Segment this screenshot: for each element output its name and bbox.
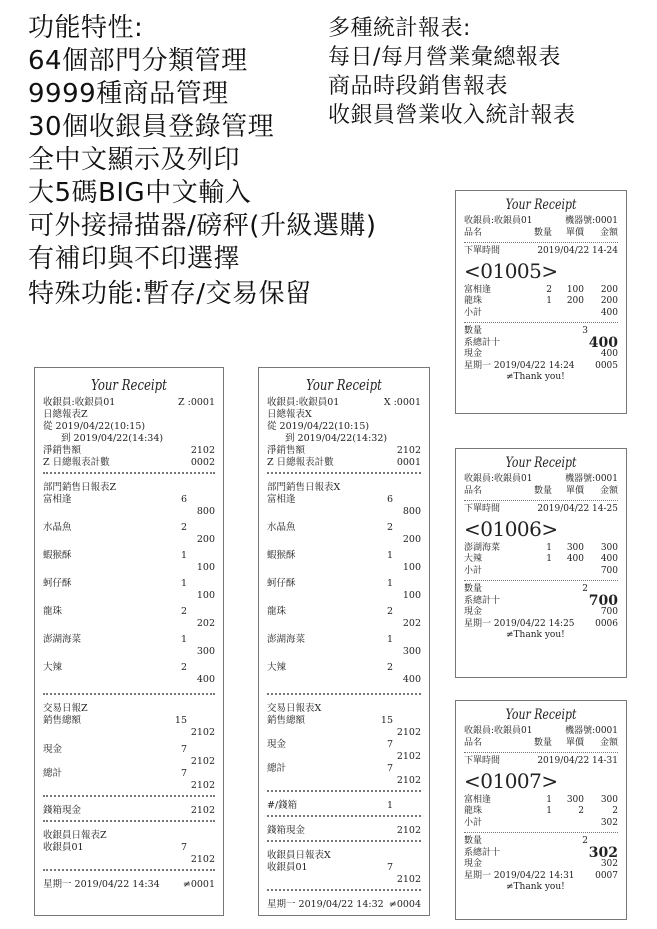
thank-you-text: ≠Thank you! [506,372,565,382]
features-heading: 功能特性: [28,13,144,43]
trade-report-title: 交易日報表X [267,703,322,714]
sale-receipt-3 [455,700,627,920]
cashier-label: 收銀員:收銀員01 [464,726,533,736]
dept-item-amount: 300 [402,646,421,657]
count-value: 2 [582,584,588,594]
order-time-label: 下單時間 [464,246,501,256]
cash-amount: 2102 [190,756,215,767]
receipt-title: Your Receipt [306,376,382,394]
cashier-qty: 7 [180,842,187,853]
dept-item-amount: 400 [196,674,215,685]
dept-item-name: 富相逢 [267,494,296,505]
dept-item-row [267,662,421,674]
grand-total-value: 700 [588,592,618,609]
dept-item-row [43,522,215,534]
cash-value: 700 [600,607,618,617]
drawer-cash-amount: 2102 [396,825,421,836]
divider [43,795,215,802]
report-from: 從 2019/04/22(10:15) [43,421,146,432]
line-item [464,296,618,308]
report-name: 日總報表X [267,409,312,420]
line-item-amount: 200 [600,296,618,306]
header-amount: 金額 [599,227,618,238]
dept-item-qty: 2 [386,522,393,533]
drawer-cash-amount: 2102 [190,805,215,816]
z-count-label: Z 日總報表計數 [43,457,110,468]
header-price: 單價 [565,485,584,496]
footer-number: ≠0001 [182,879,215,890]
header-amount: 金額 [599,737,618,748]
cashier-qty: 7 [386,862,393,873]
reports-heading: 多種統計報表: [328,16,471,41]
order-number: <01005> [464,258,558,283]
line-item-price: 100 [566,284,584,295]
cash-qty: 7 [180,744,187,755]
dept-item-row [43,550,215,562]
dept-item-qty: 1 [180,634,187,645]
cash-label: 現金 [43,744,63,755]
no-sale-label: #/錢箱 [267,800,298,811]
thank-you-text: ≠Thank you! [506,630,565,640]
dept-report-title: 部門銷售日報表Z [43,482,117,493]
dept-item-amount: 202 [196,618,215,629]
sales-label: 銷售總額 [267,715,306,726]
cashier-amount: 2102 [396,874,421,885]
sale-receipt-2 [455,448,627,678]
total-label: 總計 [267,763,287,774]
cashier-amount: 2102 [190,854,215,865]
cashier-report-title: 收銀員日報表X [267,850,331,861]
divider [464,832,618,833]
line-item [464,806,618,818]
no-sale-qty: 1 [386,800,393,811]
dept-item-name: 蚵仔酥 [267,578,296,589]
line-item-price: 400 [566,554,584,564]
dept-item-row [43,578,215,590]
thank-you-text: ≠Thank you! [506,882,565,892]
dept-item-qty: 2 [180,662,187,673]
grand-total-value: 302 [588,844,618,861]
cashier-label: 收銀員:收銀員01 [464,216,533,226]
dept-item-amount: 100 [196,562,215,573]
reports-list [328,14,576,130]
header-qty: 數量 [533,227,552,238]
divider [43,472,215,479]
report-item: 商品時段銷售報表 [328,74,509,99]
divider [267,790,421,797]
line-item-qty: 1 [546,794,552,805]
dept-item-row [267,578,421,590]
footer-date: 星期一 2019/04/22 14:24 [464,360,575,371]
count-value: 2 [582,836,588,846]
divider [464,580,618,581]
z-count-value: 0002 [190,457,215,468]
dept-item-qty: 1 [386,634,393,645]
dept-item-qty: 1 [386,550,393,561]
count-label: 數量 [464,584,483,594]
dept-item-row [43,606,215,618]
dept-item-qty: 6 [180,494,187,505]
header-price: 單價 [565,227,584,238]
dept-item-name: 大辣 [267,662,287,673]
dept-item-amount: 202 [402,618,421,629]
line-item-name: 大辣 [464,554,483,564]
column-headers [464,738,618,754]
dept-item-amount: 100 [402,590,421,601]
dept-item-name: 龍珠 [43,606,63,617]
dept-item-amount: 800 [196,506,215,517]
count-label: 數量 [464,326,483,336]
grand-total-label: 系總計十 [464,595,501,606]
dept-item-row [267,550,421,562]
receipt-title: Your Receipt [505,197,577,213]
dept-item-name: 富相逢 [43,494,72,505]
line-item-price: 300 [566,542,584,553]
dept-item-name: 大辣 [43,662,63,673]
footer-date: 星期一 2019/04/22 14:31 [464,870,575,881]
line-item-price: 300 [566,794,584,805]
cash-qty: 7 [386,739,393,750]
dept-item-qty: 2 [386,662,393,673]
grand-total-label: 系總計十 [464,847,501,858]
dept-item-name: 澎湖海菜 [267,634,306,645]
line-item-name: 澎湖海菜 [464,542,501,553]
line-item-qty: 1 [546,542,552,553]
dept-item-name: 澎湖海菜 [43,634,82,645]
dept-item-row [267,606,421,618]
order-time-value: 2019/04/22 14-31 [537,756,618,766]
dept-item-row [43,634,215,646]
receipt-title: Your Receipt [505,707,577,723]
cashier-name: 收銀員01 [267,862,308,873]
line-item-amount: 300 [600,794,618,805]
x-counter: X :0001 [383,397,421,408]
net-sales-label: 淨銷售額 [267,445,306,456]
dept-item-name: 蝦猴酥 [43,550,72,561]
cash-value: 400 [600,349,618,359]
line-item [464,285,618,297]
report-item: 收銀員營業收入統計報表 [328,103,576,128]
order-time-value: 2019/04/22 14-25 [537,504,618,514]
line-item-name: 富相逢 [464,794,492,805]
subtotal-value: 700 [600,565,618,576]
z-count-value: 0001 [396,457,421,468]
divider [267,815,421,822]
dept-item-qty: 2 [180,522,187,533]
line-item-price: 200 [566,296,584,306]
feature-item: 30個收銀員登錄管理 [28,112,275,142]
dept-report-title: 部門銷售日報表X [267,482,341,493]
total-qty: 7 [180,768,187,779]
cash-label: 現金 [464,349,483,359]
receipt-title: Your Receipt [91,376,167,394]
divider [267,840,421,847]
x-report-receipt [258,367,430,916]
dept-item-qty: 2 [180,606,187,617]
header-price: 單價 [565,737,584,748]
cash-amount: 2102 [396,751,421,762]
subtotal-label: 小計 [464,817,483,828]
dept-item-amount: 300 [196,646,215,657]
cashier-report-title: 收銀員日報表Z [43,830,107,841]
z-report-receipt [34,367,224,916]
dept-item-row [267,522,421,534]
line-item-amount: 2 [612,806,618,816]
cashier-name: 收銀員01 [43,842,84,853]
sales-qty: 15 [380,715,393,726]
dept-item-qty: 1 [386,578,393,589]
subtotal-label: 小計 [464,307,483,318]
trade-report-title: 交易日報Z [43,703,88,714]
line-item-qty: 1 [546,806,552,816]
line-item [464,554,618,566]
feature-item: 9999種商品管理 [28,79,229,109]
order-time-label: 下單時間 [464,504,501,514]
report-item: 每日/每月營業彙總報表 [328,45,561,70]
sales-label: 銷售總額 [43,715,82,726]
sale-receipt-1 [455,190,627,414]
cash-label: 現金 [464,859,483,869]
dept-item-row [43,662,215,674]
dept-item-amount: 100 [402,562,421,573]
report-name: 日總報表Z [43,409,88,420]
dept-items [267,494,421,690]
z-count-label: Z 日總報表計數 [267,457,334,468]
total-amount: 2102 [396,775,421,786]
header-item: 品名 [464,227,483,238]
dept-item-name: 蚵仔酥 [43,578,72,589]
dept-item-amount: 200 [402,534,421,545]
line-item-amount: 300 [600,542,618,553]
order-time-value: 2019/04/22 14-24 [537,246,618,256]
line-item-qty: 1 [546,554,552,564]
dept-item-amount: 400 [402,674,421,685]
cashier-label: 收銀員:收銀員01 [464,474,533,484]
line-item-amount: 200 [600,284,618,295]
footer-number: 0007 [595,870,618,881]
z-counter: Z :0001 [178,397,215,408]
dept-item-name: 水晶魚 [267,522,296,533]
feature-item: 特殊功能:暫存/交易保留 [28,279,312,309]
divider [43,869,215,876]
order-number: <01006> [464,516,558,541]
order-time-label: 下單時間 [464,756,501,766]
subtotal-label: 小計 [464,565,483,576]
cashier-label: 收銀員:收銀員01 [43,397,116,408]
feature-item: 全中文顯示及列印 [28,145,241,175]
line-item-price: 2 [578,806,584,816]
dept-item-qty: 6 [386,494,393,505]
sales-amount: 2102 [396,727,421,738]
header-amount: 金額 [599,485,618,496]
net-sales-label: 淨銷售額 [43,445,82,456]
footer-date: 星期一 2019/04/22 14:34 [43,879,160,890]
machine-number: 機器號:0001 [565,216,618,226]
divider [267,889,421,896]
net-sales-value: 2102 [396,445,421,456]
cash-label: 現金 [267,739,287,750]
dept-item-row [267,494,421,506]
count-label: 數量 [464,836,483,846]
column-headers [464,228,618,244]
line-item-name: 龍珠 [464,296,483,306]
grand-total-value: 400 [588,334,618,351]
feature-item: 可外接掃描器/磅秤(升級選購) [28,211,377,241]
total-qty: 7 [386,763,393,774]
dept-item-amount: 200 [196,534,215,545]
net-sales-value: 2102 [190,445,215,456]
dept-item-name: 龍珠 [267,606,287,617]
receipt-title: Your Receipt [505,455,577,471]
feature-item: 有補印與不印選擇 [28,244,241,274]
report-to: 到 2019/04/22(14:34) [61,433,164,444]
dept-item-amount: 100 [196,590,215,601]
header-item: 品名 [464,485,483,496]
header-qty: 數量 [533,485,552,496]
dept-item-row [267,634,421,646]
divider [43,693,215,700]
divider [267,693,421,700]
footer-number: ≠0004 [388,899,421,910]
column-headers [464,486,618,502]
machine-number: 機器號:0001 [565,726,618,736]
order-number: <01007> [464,768,558,793]
line-item-name: 富相逢 [464,284,492,295]
drawer-cash-label: 錢箱現金 [43,805,82,816]
cash-label: 現金 [464,607,483,617]
line-item-amount: 400 [600,554,618,564]
total-amount: 2102 [190,780,215,791]
line-item-qty: 1 [546,296,552,306]
header-qty: 數量 [533,737,552,748]
line-item [464,795,618,807]
cashier-label: 收銀員:收銀員01 [267,397,340,408]
dept-item-qty: 2 [386,606,393,617]
sales-qty: 15 [174,715,187,726]
subtotal-value: 400 [600,307,618,318]
dept-item-name: 蝦猴酥 [267,550,296,561]
footer-number: 0005 [595,360,618,371]
footer-date: 星期一 2019/04/22 14:25 [464,618,575,629]
dept-item-amount: 800 [402,506,421,517]
total-label: 總計 [43,768,63,779]
divider [464,322,618,323]
subtotal-value: 302 [600,817,618,828]
report-from: 從 2019/04/22(10:15) [267,421,370,432]
line-item-name: 龍珠 [464,806,483,816]
divider [43,820,215,827]
footer-number: 0006 [595,618,618,629]
dept-item-name: 水晶魚 [43,522,72,533]
dept-item-row [43,494,215,506]
feature-item: 大5碼BIG中文輸入 [28,178,252,208]
machine-number: 機器號:0001 [565,474,618,484]
report-to: 到 2019/04/22(14:32) [285,433,388,444]
line-item [464,543,618,555]
divider [267,472,421,479]
footer-date: 星期一 2019/04/22 14:32 [267,899,384,910]
header-item: 品名 [464,737,483,748]
drawer-cash-label: 錢箱現金 [267,825,306,836]
cash-value: 302 [600,859,618,869]
count-value: 3 [582,326,588,336]
sales-amount: 2102 [190,727,215,738]
dept-items [43,494,215,690]
dept-item-qty: 1 [180,578,187,589]
dept-item-qty: 1 [180,550,187,561]
features-list [28,12,377,311]
line-item-qty: 2 [546,284,552,295]
feature-item: 64個部門分類管理 [28,46,248,76]
grand-total-label: 系總計十 [464,337,501,348]
